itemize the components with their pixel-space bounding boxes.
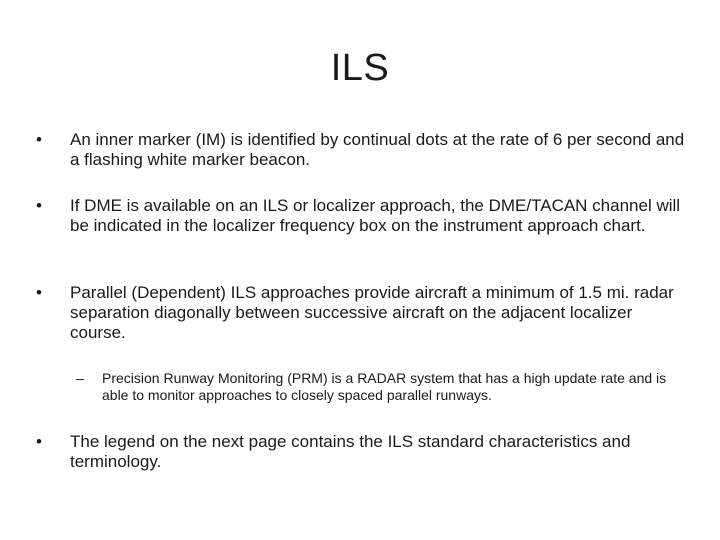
bullet-item-legend <box>36 432 686 472</box>
slide-title: ILS <box>330 47 390 89</box>
sub-bullet-item-prm <box>76 370 686 404</box>
bullet-text: An inner marker (IM) is identified by continual dots at the rate of 6 per second and a flashing white marker beacon. <box>70 130 685 169</box>
bullet-text: Parallel (Dependent) ILS approaches provide aircraft a minimum of 1.5 mi. radar separation diagonally between successive aircraft on the adjacent localizer course. <box>70 283 674 342</box>
bullet-marker: • <box>36 283 42 302</box>
bullet-text: The legend on the next page contains the ILS standard characteristics and terminology. <box>70 432 631 471</box>
sub-bullet-marker: – <box>76 370 84 386</box>
bullet-item-parallel-ils <box>36 283 686 343</box>
bullet-text: If DME is available on an ILS or localizer approach, the DME/TACAN channel will be indicated in the localizer frequency box on the instrument approach chart. <box>70 196 681 235</box>
bullet-marker: • <box>36 130 42 149</box>
bullet-item-dme <box>36 196 686 236</box>
bullet-item-inner-marker <box>36 130 686 170</box>
bullet-marker: • <box>36 432 42 451</box>
bullet-marker: • <box>36 196 42 215</box>
sub-bullet-text: Precision Runway Monitoring (PRM) is a RADAR system that has a high update rate and is able to monitor approaches to closely spaced parallel runways. <box>102 370 667 403</box>
